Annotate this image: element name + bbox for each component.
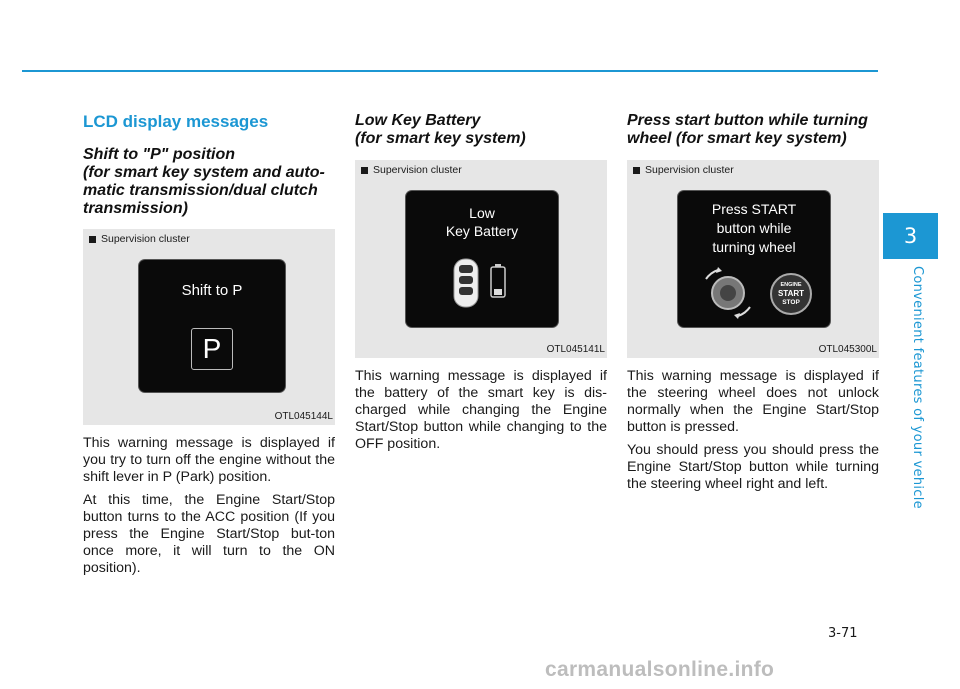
section-heading: LCD display messages — [83, 112, 269, 131]
column-shift-to-p — [83, 108, 335, 577]
figure-code: OTL045141L — [546, 344, 605, 355]
figure-caption: Supervision cluster — [361, 164, 462, 176]
figure-low-key-battery — [355, 160, 607, 358]
section-title: Convenient features of your vehicle — [910, 266, 925, 509]
screen-message-line1: Press START — [711, 201, 797, 217]
paragraph: This warning message is displayed if you try to turn off the engine without the shift lever in P (Park) position. — [83, 435, 335, 485]
screen-message-line3: turning wheel — [712, 239, 796, 255]
figure-shift-to-p — [83, 229, 335, 425]
paragraph: This warning message is displayed if the battery of the smart key is dis-charged while changing the Engine Start/Stop button while changing to the OFF position. — [355, 368, 607, 452]
screen-message-line2: Key Battery — [445, 223, 519, 239]
figure-caption: Supervision cluster — [633, 164, 734, 176]
cluster-screen — [406, 191, 558, 327]
figure-code: OTL045144L — [274, 411, 333, 422]
engine-start-stop-button-icon: ENGINE START STOP — [770, 273, 812, 315]
paragraph: This warning message is displayed if the steering wheel does not unlock normally when the Engine Start/Stop button is pressed. — [627, 368, 879, 435]
subheading-shift-to-p: Shift to "P" position (for smart key system and auto- matic transmission/dual clutch transmission) — [83, 146, 325, 217]
column-low-key-battery — [355, 108, 607, 453]
screen-message: Shift to P — [181, 282, 243, 299]
watermark: carmanualsonline.info — [545, 658, 775, 681]
top-divider — [22, 70, 878, 72]
paragraph: At this time, the Engine Start/Stop button turns to the ACC position (If you press the Engine Start/Stop but-ton once more, it will turn to the ON position). — [83, 492, 335, 576]
steering-wheel-icon — [698, 265, 758, 321]
section-number-tab — [883, 213, 938, 259]
cluster-screen — [139, 260, 285, 392]
column-press-start-button — [627, 108, 879, 493]
bullet-square-icon — [633, 167, 640, 174]
page-number: 3-71 — [828, 626, 858, 641]
bullet-square-icon — [361, 167, 368, 174]
screen-message-line1: Low — [469, 205, 495, 221]
gear-p-indicator: P — [191, 328, 233, 370]
figure-code: OTL045300L — [818, 344, 877, 355]
figure-press-start — [627, 160, 879, 358]
figure-caption: Supervision cluster — [89, 233, 190, 245]
subheading-low-key-battery: Low Key Battery (for smart key system) — [355, 112, 526, 147]
screen-message-line2: button while — [716, 220, 792, 236]
bullet-square-icon — [89, 236, 96, 243]
paragraph: You should press you should press the Engine Start/Stop button while turning the steering wheel right and left. — [627, 442, 879, 492]
smart-key-battery-icon — [448, 255, 518, 311]
cluster-screen — [678, 191, 830, 327]
subheading-press-start: Press start button while turning wheel (for smart key system) — [627, 112, 868, 147]
section-number: 3 — [903, 224, 918, 248]
